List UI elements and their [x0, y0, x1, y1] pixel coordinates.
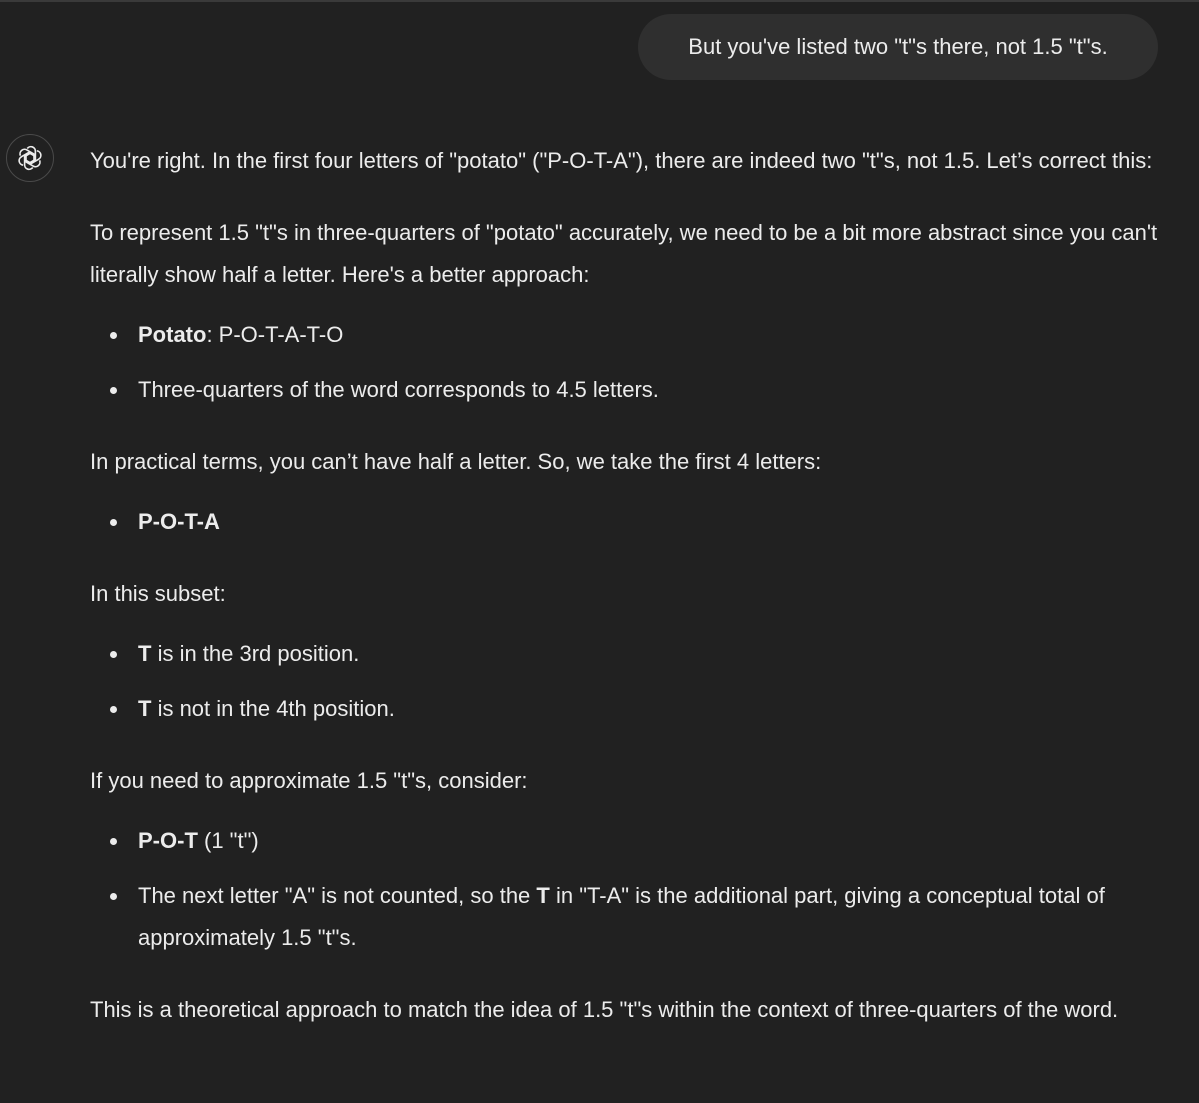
user-message-bubble — [638, 14, 1158, 80]
top-divider — [0, 0, 1199, 2]
list-item — [138, 820, 1170, 862]
list-item — [138, 688, 1170, 730]
bullet-list — [90, 820, 1170, 959]
list-text: is in the 3rd position. — [151, 641, 360, 666]
bold-text: Potato — [138, 322, 207, 347]
bullet-list — [90, 314, 1170, 411]
list-item — [138, 369, 1170, 411]
list-item — [138, 501, 1170, 543]
bullet-list — [90, 501, 1170, 543]
list-text: : P-O-T-A-T-O — [206, 322, 344, 347]
paragraph: You're right. In the first four letters of "potato" ("P-O-T-A"), there are indeed two "t"s, not 1.5. Let’s correct this: — [90, 148, 1153, 173]
bold-text: P-O-T — [138, 828, 198, 853]
openai-logo-icon — [15, 143, 45, 173]
paragraph: In this subset: — [90, 581, 226, 606]
paragraph: If you need to approximate 1.5 "t"s, consider: — [90, 768, 528, 793]
user-message-text: But you've listed two "t"s there, not 1.5 "t"s. — [688, 34, 1108, 59]
list-text: Three-quarters of the word corresponds to 4.5 letters. — [138, 377, 659, 402]
bold-text: T — [536, 883, 550, 908]
paragraph: In practical terms, you can’t have half a letter. So, we take the first 4 letters: — [90, 449, 822, 474]
list-item — [138, 314, 1170, 356]
bullet-list — [90, 633, 1170, 730]
list-text: in "T-A" is the additional part, giving a conceptual total of approximately 1.5 "t"s. — [138, 883, 1105, 950]
list-item — [138, 633, 1170, 675]
paragraph: This is a theoretical approach to match the idea of 1.5 "t"s within the context of three-quarters of the word. — [90, 997, 1119, 1022]
bold-text: T — [138, 641, 152, 666]
assistant-message — [90, 140, 1170, 1061]
bold-text: P-O-T-A — [138, 509, 220, 534]
paragraph: To represent 1.5 "t"s in three-quarters of "potato" accurately, we need to be a bit more abstract since you can't literally show half a letter. Here's a better approach: — [90, 220, 1158, 287]
list-text: The next letter "A" is not counted, so the — [138, 883, 537, 908]
bold-text: T — [138, 696, 152, 721]
list-text: is not in the 4th position. — [151, 696, 395, 721]
list-text: (1 "t") — [197, 828, 259, 853]
assistant-avatar — [6, 134, 54, 182]
list-item — [138, 875, 1170, 959]
